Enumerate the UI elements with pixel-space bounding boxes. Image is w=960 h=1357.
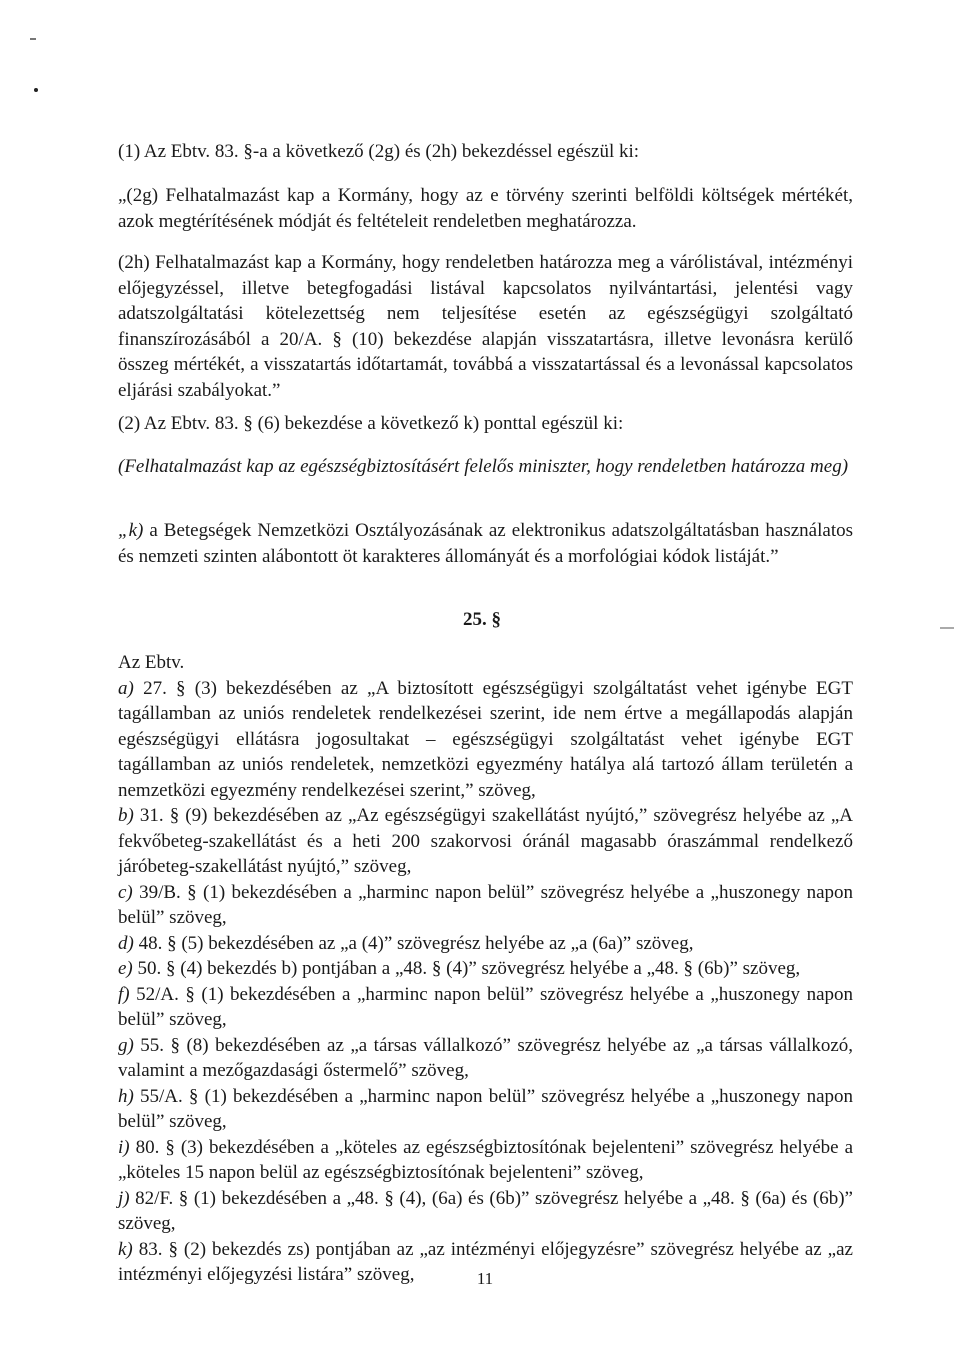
- paragraph-2g: „(2g) Felhatalmazást kap a Kormány, hogy az e törvény szerinti belföldi költségek mértékét, azok megtérítésének módját és feltételeit rendeletben meghatározza.: [118, 185, 853, 232]
- item-mark: d): [118, 932, 134, 954]
- list-item: [118, 1084, 853, 1135]
- item-text: 27. § (3) bekezdésében az „A biztosított egészségügyi szolgáltatást vehet igénybe EGT tagállamban az uniós rendeletek rendelkezései szerint, ide nem értve a megállapodás alapján egészségügyi ellátásra jogosultakat – egészségügyi szolgáltatást vehet igénybe EGT tagállamban az uniós rendeletek, nemzetközi egyezmény hatálya alá tartozó állam területén a nemzetközi egyezmény rendelkezései szerint,” szöveg,: [118, 677, 853, 801]
- paragraph-2h: (2h) Felhatalmazást kap a Kormány, hogy rendeletben határozza meg a várólistával, intézményi előjegyzéssel, illetve betegfogadási listával kapcsolatos nyilvántartási, jelentési vagy adatszolgáltatási kötelezettség nem teljesítése esetén az egészségügyi szolgáltató finanszírozásából a 20/A. § (10) bekezdése alapján visszatartásra, illetve levonásra kerülő összeg mértékét, a visszatartás időtartamát, továbbá a visszatartással és a levonással kapcsolatos eljárási szabályokat.”: [118, 252, 853, 401]
- list-item: [118, 1033, 853, 1084]
- scan-dot: [34, 88, 38, 92]
- point-mark-k: „k): [118, 520, 144, 541]
- list-item: [118, 803, 853, 880]
- list-item: [118, 956, 853, 982]
- item-mark: e): [118, 958, 133, 979]
- scan-edge-mark: [940, 627, 954, 629]
- item-mark: j): [118, 1187, 130, 1209]
- list-item: [118, 982, 853, 1033]
- section-heading: 25. §: [463, 609, 501, 630]
- item-text: 82/F. § (1) bekezdésében a „48. § (4), (6a) és (6b)” szövegrész helyébe a „48. § (6a) és (6b)” szöveg,: [118, 1187, 853, 1234]
- paragraph-authorization: (Felhatalmazást kap az egészségbiztosításért felelős miniszter, hogy rendeletben határozza meg): [118, 456, 849, 477]
- item-text: 55/A. § (1) bekezdésében a „harminc napon belül” szövegrész helyébe a „huszonegy napon belül” szöveg,: [118, 1085, 853, 1132]
- list-item: [118, 880, 853, 931]
- list-item: [118, 1135, 853, 1186]
- paragraph-1: (1) Az Ebtv. 83. §-a a következő (2g) és (2h) bekezdéssel egészül ki:: [118, 141, 640, 162]
- paragraph-2: (2) Az Ebtv. 83. § (6) bekezdése a következő k) ponttal egészül ki:: [118, 413, 624, 434]
- point-text-k: a Betegségek Nemzetközi Osztályozásának az elektronikus adatszolgáltatásban használatos és nemzeti szinten alábontott öt karakteres állományát és a morfológiai kódok listáját.”: [118, 520, 853, 567]
- item-mark: a): [118, 677, 134, 699]
- item-text: 48. § (5) bekezdésében az „a (4)” szövegrész helyébe az „a (6a)” szöveg,: [133, 932, 694, 954]
- item-text: 83. § (2) bekezdés zs) pontjában az „az intézményi előjegyzésre” szövegrész helyébe az „az intézményi előjegyzési listára” szöveg,: [118, 1238, 853, 1285]
- item-mark: g): [118, 1034, 134, 1056]
- item-text: 31. § (9) bekezdésében az „Az egészségügyi szakellátást nyújtó,” szövegrész helyébe az „A fekvőbeteg-szakellátást és a heti 200 szakorvosi óránál magasabb óraszámmal rendelkező járóbeteg-szakellátást nyújtó,” szöveg,: [118, 805, 853, 877]
- list-item: [118, 931, 853, 957]
- scan-mark-top: [30, 38, 36, 40]
- list-item: [118, 676, 853, 804]
- item-mark: b): [118, 805, 134, 826]
- item-text: 50. § (4) bekezdés b) pontjában a „48. § (4)” szövegrész helyébe a „48. § (6b)” szöveg,: [132, 958, 801, 979]
- item-text: 52/A. § (1) bekezdésében a „harminc napon belül” szövegrész helyébe a „huszonegy napon belül” szöveg,: [118, 983, 853, 1030]
- item-mark: i): [118, 1136, 130, 1158]
- item-mark: f): [118, 983, 130, 1005]
- item-mark: c): [118, 881, 133, 903]
- amendment-title: Az Ebtv.: [118, 652, 185, 673]
- paragraph-k: [118, 518, 853, 569]
- item-text: 80. § (3) bekezdésében a „köteles az egészségbiztosítónak bejelenteni” szövegrész helyébe a „köteles 15 napon belül az egészségbiztosítónak bejelenteni” szöveg,: [118, 1136, 853, 1183]
- item-text: 55. § (8) bekezdésében az „a társas vállalkozó” szövegrész helyébe az „a társas vállalkozó, valamint a mezőgazdasági őstermelő” szöveg,: [118, 1034, 853, 1081]
- amendment-list: [118, 676, 853, 1288]
- list-item: [118, 1186, 853, 1237]
- item-mark: k): [118, 1238, 133, 1260]
- page-number: 11: [476, 1269, 494, 1288]
- item-mark: h): [118, 1085, 134, 1107]
- item-text: 39/B. § (1) bekezdésében a „harminc napon belül” szövegrész helyébe a „huszonegy napon belül” szöveg,: [118, 881, 853, 928]
